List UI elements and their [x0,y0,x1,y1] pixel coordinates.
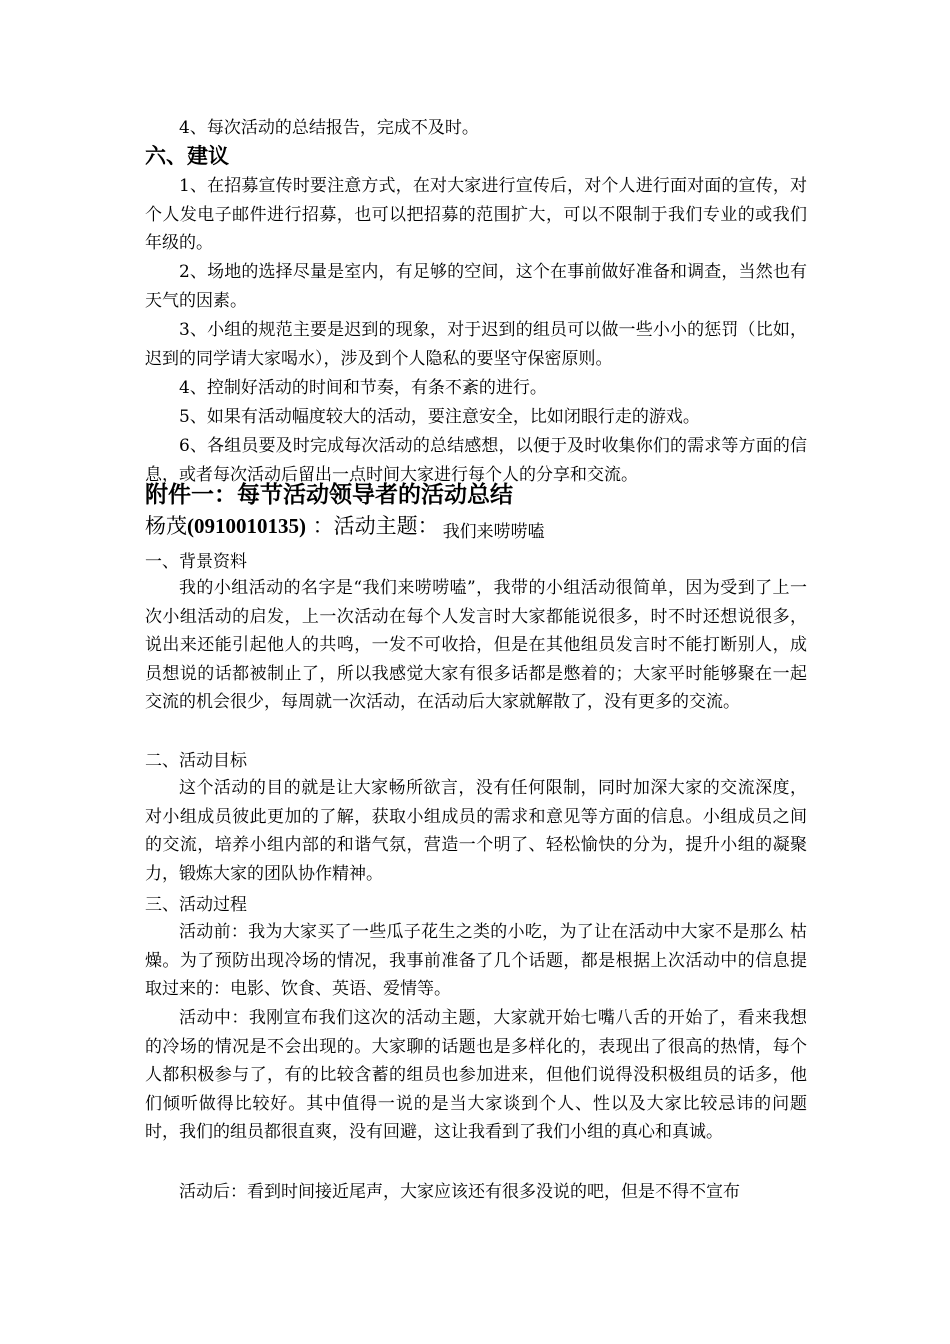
goal-text: 这个活动的目的就是让大家畅所欲言，没有任何限制，同时加深大家的交流深度，对小组成员彼此更加的了解，获取小组成员的需求和意见等方面的信息。小组成员之间的交流，培养小组内部的和谐气氛，营造一个明了、轻松愉快的分为，提升小组的凝聚力，锻炼大家的团队协作精神。 [145,778,807,884]
leader-id: (0910010135) [187,514,306,538]
process-after: 活动后：看到时间接近尾声，大家应该还有很多没说的吧，但是不得不宣布 [179,1182,740,1202]
suggestion-6: 6、各组员要及时完成每次活动的总结感想，以便于及时收集你们的需求等方面的信息，或者每次活动后留出一点时间大家进行每个人的分享和交流。 [145,436,807,485]
background-text: 我的小组活动的名字是“我们来唠唠嗑”，我带的小组活动很简单，因为受到了上一次小组活动的启发，上一次活动在每个人发言时大家都能说很多，时不时还想说很多，说出来还能引起他人的共鸣，一发不可收拾，但是在其他组员发言时不能打断别人，成员想说的话都被制止了，所以我感觉大家有很多话都是憋着的；大家平时能够聚在一起交流的机会很少，每周就一次活动，在活动后大家就解散了，没有更多的交流。 [145,578,807,713]
top-item: 4、每次活动的总结报告，完成不及时。 [179,118,479,138]
suggestion-5: 5、如果有活动幅度较大的活动，要注意安全，比如闭眼行走的游戏。 [179,407,700,427]
section-six-title: 六、建议 [145,143,229,168]
background-heading: 一、背景资料 [145,552,247,572]
suggestion-3: 3、小组的规范主要是迟到的现象，对于迟到的组员可以做一些小小的惩罚（比如，迟到的同学请大家喝水），涉及到个人隐私的要坚守保密原则。 [145,320,807,369]
theme-label: ：活动主题： [306,514,439,538]
theme-value: 我们来唠唠嗑 [442,522,545,542]
process-heading: 三、活动过程 [145,895,247,915]
leader-line [145,510,545,544]
process-during: 活动中：我刚宣布我们这次的活动主题，大家就开始七嘴八舌的开始了，看来我想的冷场的情况是不会出现的。大家聊的话题也是多样化的，表现出了很高的热情，每个人都积极参与了，有的比较含蓄的组员也参加进来，但他们说得没积极组员的话多，他们倾听做得比较好。其中值得一说的是当大家谈到个人、性以及大家比较忌讳的问题时，我们的组员都很直爽，没有回避，这让我看到了我们小组的真心和真诚。 [145,1008,807,1143]
goal-heading: 二、活动目标 [145,751,247,771]
suggestion-2: 2、场地的选择尽量是室内，有足够的空间，这个在事前做好准备和调查，当然也有天气的因素。 [145,262,807,311]
leader-name: 杨茂 [145,514,187,538]
process-before: 活动前：我为大家买了一些瓜子花生之类的小吃，为了让在活动中大家不是那么 枯燥。为了预防出现冷场的情况，我事前准备了几个话题，都是根据上次活动中的信息提取过来的：电影、饮食、英语、爱情等。 [145,922,807,1000]
suggestion-1: 1、在招募宣传时要注意方式，在对大家进行宣传后，对个人进行面对面的宣传，对个人发电子邮件进行招募，也可以把招募的范围扩大，可以不限制于我们专业的或我们年级的。 [145,176,807,254]
suggestion-4: 4、控制好活动的时间和节奏，有条不紊的进行。 [179,378,547,398]
appendix-title: 附件一：每节活动领导者的活动总结 [145,481,513,508]
